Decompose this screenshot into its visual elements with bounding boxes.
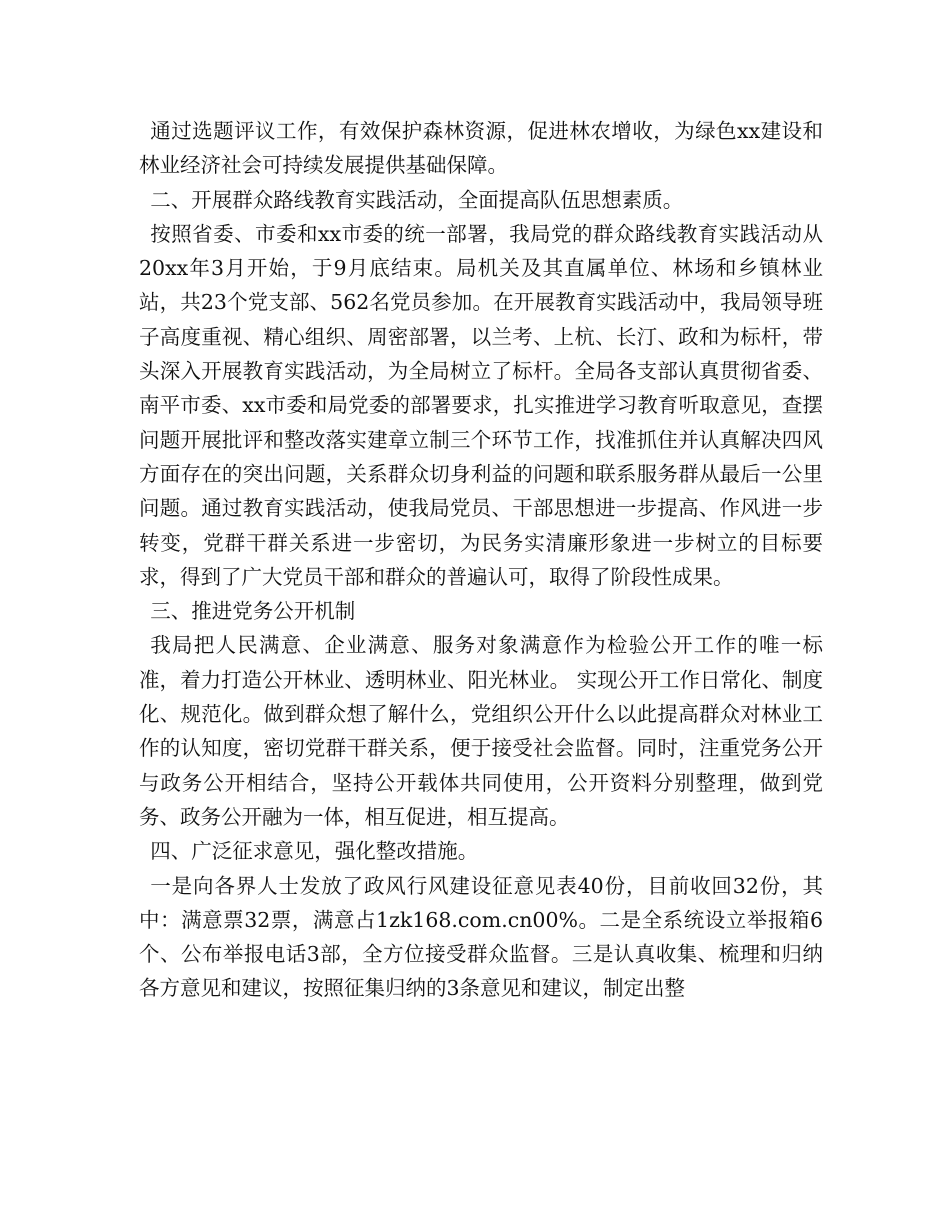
paragraph-opinion-collection: 一是向各界人士发放了政风行风建设征意见表40份，目前收回32份，其中：满意票32票，满意占1zk168.com.cn00%。二是全系统设立举报箱6个、公布举报电话3部，全方位接受群众监督。三是认真收集、梳理和归纳各方意见和建议，按照征集归纳的3条意见和建议，制定出整 xyxy=(139,873,823,1001)
paragraph-forest-protection: 通过选题评议工作，有效保护森林资源，促进林农增收，为绿色xx建设和林业经济社会可持续发展提供基础保障。 xyxy=(139,119,823,178)
paragraph-party-affairs-disclosure: 我局把人民满意、企业满意、服务对象满意作为检验公开工作的唯一标准，着力打造公开林业、透明林业、阳光林业。 实现公开工作日常化、制度化、规范化。做到群众想了解什么，党组织公开什么以此提高群众对林业工作的认知度，密切党群干群关系，便于接受社会监督。同时，注重党务公开与政务公开相结合，坚持公开载体共同使用，公开资料分别整理，做到党务、政务公开融为一体，相互促进，相互提高。 xyxy=(139,633,823,829)
paragraph-mass-line-campaign: 按照省委、市委和xx市委的统一部署，我局党的群众路线教育实践活动从20xx年3月开始，于9月底结束。局机关及其直属单位、林场和乡镇林业站，共23个党支部、562名党员参加。在开展教育实践活动中，我局领导班子高度重视、精心组织、周密部署，以兰考、上杭、长汀、政和为标杆，带头深入开展教育实践活动，为全局树立了标杆。全局各支部认真贯彻省委、南平市委、xx市委和局党委的部署要求，扎实推进学习教育听取意见，查摆问题开展批评和整改落实建章立制三个环节工作，找准抓住并认真解决四风方面存在的突出问题，关系群众切身利益的问题和联系服务群从最后一公里问题。通过教育实践活动，使我局党员、干部思想进一步提高、作风进一步转变，党群干群关系进一步密切，为民务实清廉形象进一步树立的目标要求，得到了广大党员干部和群众的普遍认可，取得了阶段性成果。 xyxy=(139,221,823,589)
section-heading-2: 二、开展群众路线教育实践活动，全面提高队伍思想素质。 xyxy=(150,187,684,212)
section-heading-4: 四、广泛征求意见，强化整改措施。 xyxy=(150,839,479,864)
document-body xyxy=(139,114,823,1006)
section-heading-3: 三、推进党务公开机制 xyxy=(150,599,356,624)
